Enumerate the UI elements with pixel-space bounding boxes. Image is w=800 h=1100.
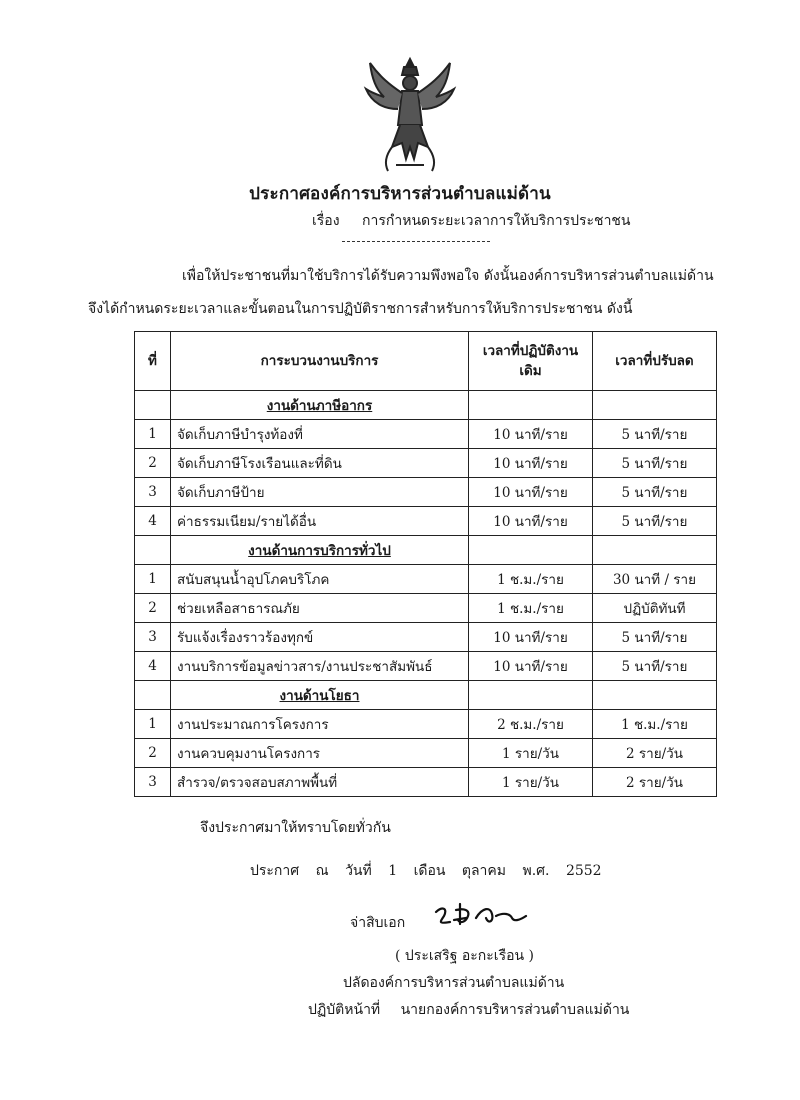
- row-reduced-time: 2 ราย/วัน: [593, 768, 717, 797]
- announcement-statement: จึงประกาศมาให้ทราบโดยทั่วกัน: [200, 820, 391, 836]
- section-row: [135, 536, 717, 565]
- row-no: 1: [135, 565, 171, 594]
- row-no: 4: [135, 507, 171, 536]
- table-row: [135, 507, 717, 536]
- row-reduced-time: 2 ราย/วัน: [593, 739, 717, 768]
- date-day: 1: [388, 863, 398, 879]
- row-no: 2: [135, 739, 171, 768]
- table-row: [135, 565, 717, 594]
- signatory-position: ปลัดองค์การบริหารส่วนตำบลแม่ด้าน: [343, 975, 565, 991]
- row-service: รับแจ้งเรื่องราวร้องทุกข์: [171, 623, 469, 652]
- table-row: [135, 768, 717, 797]
- signatory-rank: จ่าสิบเอก: [350, 915, 406, 931]
- year-label: พ.ศ.: [522, 863, 550, 879]
- signatory-acting-position: [308, 999, 629, 1021]
- signatory-name: ( ประเสริฐ อะกะเรือน ): [395, 948, 534, 964]
- row-original-time: 1 ช.ม./ราย: [469, 565, 593, 594]
- section-title: งานด้านภาษีอากร: [171, 391, 469, 420]
- row-service: งานประมาณการโครงการ: [171, 710, 469, 739]
- row-service: ค่าธรรมเนียม/รายได้อื่น: [171, 507, 469, 536]
- row-service: สำรวจ/ตรวจสอบสภาพพื้นที่: [171, 768, 469, 797]
- row-no: 1: [135, 420, 171, 449]
- intro-line-1: เพื่อให้ประชาชนที่มาใช้บริการได้รับความพึงพอใจ ดังนั้นองค์การบริหารส่วนตำบลแม่ด้าน: [182, 268, 714, 284]
- row-original-time: 10 นาที/ราย: [469, 507, 593, 536]
- header-no: ที่: [135, 332, 171, 391]
- intro-line-2: จึงได้กำหนดระยะเวลาและขั้นตอนในการปฏิบัติราชการสำหรับการให้บริการประชาชน ดังนี้: [88, 301, 633, 317]
- row-original-time: 10 นาที/ราย: [469, 420, 593, 449]
- row-no: 2: [135, 594, 171, 623]
- date-year: 2552: [565, 863, 602, 879]
- row-original-time: 10 นาที/ราย: [469, 623, 593, 652]
- service-time-table: [134, 331, 717, 797]
- row-no: 3: [135, 768, 171, 797]
- section-row: [135, 391, 717, 420]
- subject-label: เรื่อง: [312, 213, 340, 229]
- announcement-date: [250, 860, 614, 882]
- table-row: [135, 623, 717, 652]
- row-reduced-time: 5 นาที/ราย: [593, 507, 717, 536]
- table-header-row: [135, 332, 717, 391]
- date-month: ตุลาคม: [461, 863, 507, 879]
- row-no: 3: [135, 623, 171, 652]
- row-reduced-time: 5 นาที/ราย: [593, 449, 717, 478]
- table-row: [135, 420, 717, 449]
- acting-position-text: นายกองค์การบริหารส่วนตำบลแม่ด้าน: [400, 1002, 630, 1018]
- row-service: งานบริการข้อมูลข่าวสาร/งานประชาสัมพันธ์: [171, 652, 469, 681]
- row-no: 3: [135, 478, 171, 507]
- at-label: ณ: [315, 863, 329, 879]
- date-label: วันที่: [345, 863, 372, 879]
- table-row: [135, 652, 717, 681]
- row-service: จัดเก็บภาษีป้าย: [171, 478, 469, 507]
- row-service: งานควบคุมงานโครงการ: [171, 739, 469, 768]
- row-reduced-time: 5 นาที/ราย: [593, 420, 717, 449]
- row-original-time: 1 ราย/วัน: [469, 768, 593, 797]
- row-service: จัดเก็บภาษีบำรุงท้องที่: [171, 420, 469, 449]
- table-row: [135, 594, 717, 623]
- document-subject: [312, 210, 631, 232]
- announced-label: ประกาศ: [250, 863, 300, 879]
- row-no: 4: [135, 652, 171, 681]
- signature-icon: [430, 898, 550, 932]
- row-reduced-time: 1 ช.ม./ราย: [593, 710, 717, 739]
- row-service: จัดเก็บภาษีโรงเรือนและที่ดิน: [171, 449, 469, 478]
- row-original-time: 10 นาที/ราย: [469, 652, 593, 681]
- section-title: งานด้านโยธา: [171, 681, 469, 710]
- row-original-time: 1 ราย/วัน: [469, 739, 593, 768]
- header-original-time: เวลาที่ปฏิบัติงานเดิม: [469, 332, 593, 391]
- row-reduced-time: 5 นาที/ราย: [593, 623, 717, 652]
- row-original-time: 10 นาที/ราย: [469, 449, 593, 478]
- header-reduced-time: เวลาที่ปรับลด: [593, 332, 717, 391]
- row-no: 2: [135, 449, 171, 478]
- row-service: ช่วยเหลือสาธารณภัย: [171, 594, 469, 623]
- title-divider: [342, 241, 490, 242]
- row-service: สนับสนุนน้ำอุปโภคบริโภค: [171, 565, 469, 594]
- header-service: การะบวนงานบริการ: [171, 332, 469, 391]
- table-row: [135, 739, 717, 768]
- garuda-emblem-icon: [362, 55, 458, 175]
- subject-text: การกำหนดระยะเวลาการให้บริการประชาชน: [362, 213, 631, 229]
- row-original-time: 2 ช.ม./ราย: [469, 710, 593, 739]
- table-row: [135, 710, 717, 739]
- row-reduced-time: ปฏิบัติทันที: [593, 594, 717, 623]
- row-no: 1: [135, 710, 171, 739]
- table-row: [135, 478, 717, 507]
- row-reduced-time: 5 นาที/ราย: [593, 478, 717, 507]
- acting-label: ปฏิบัติหน้าที่: [308, 1002, 381, 1018]
- month-label: เดือน: [413, 863, 446, 879]
- section-row: [135, 681, 717, 710]
- document-title: ประกาศองค์การบริหารส่วนตำบลแม่ด้าน: [249, 184, 551, 204]
- table-row: [135, 449, 717, 478]
- row-original-time: 1 ช.ม./ราย: [469, 594, 593, 623]
- section-title: งานด้านการบริการทั่วไป: [171, 536, 469, 565]
- row-reduced-time: 5 นาที/ราย: [593, 652, 717, 681]
- row-reduced-time: 30 นาที / ราย: [593, 565, 717, 594]
- row-original-time: 10 นาที/ราย: [469, 478, 593, 507]
